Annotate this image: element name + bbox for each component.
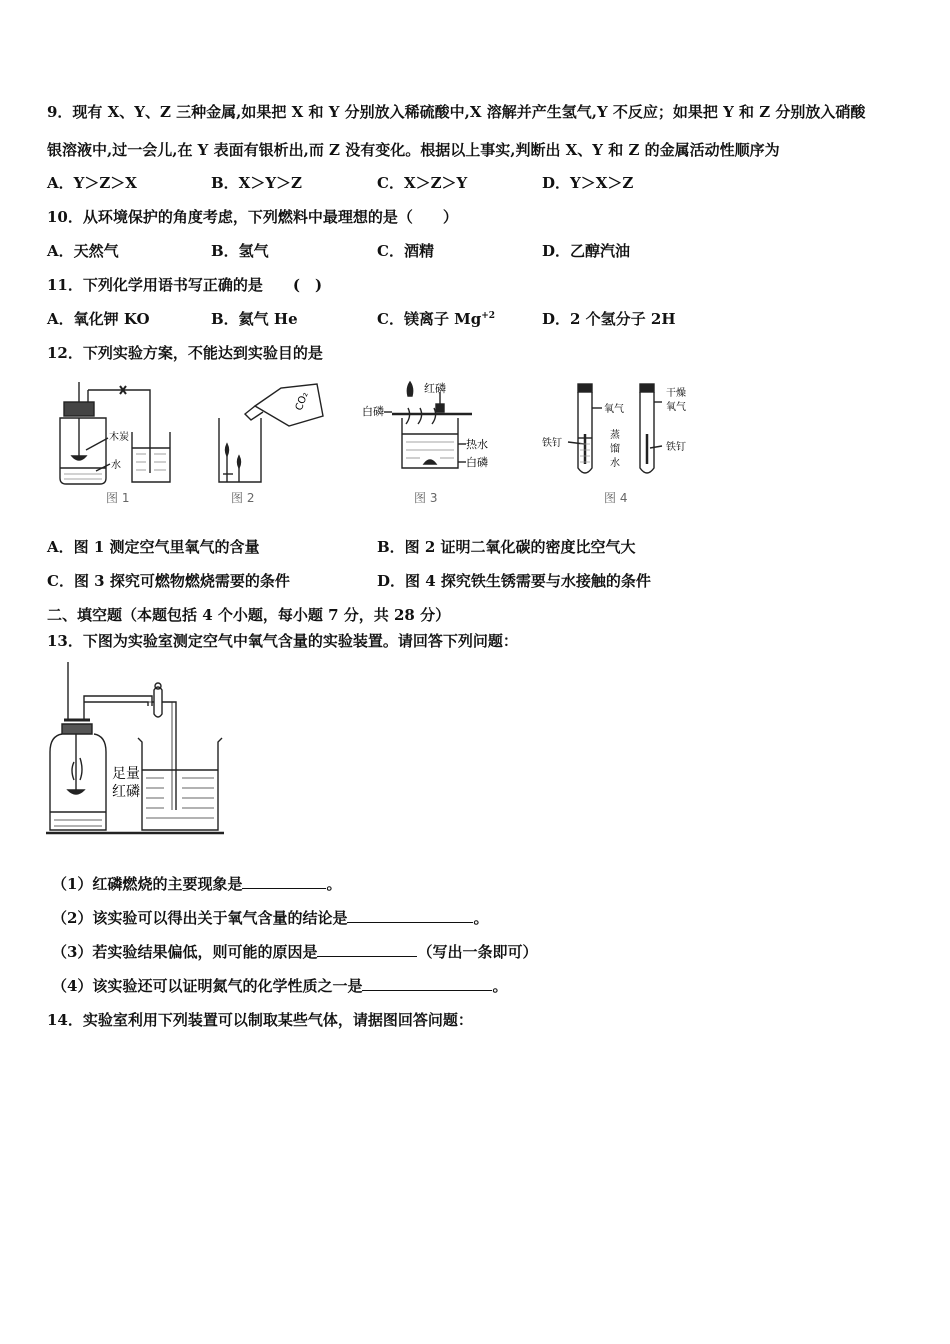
q13-sub1-blank[interactable] xyxy=(242,873,326,889)
q13-sub4-text: （4）该实验还可以证明氮气的化学性质之一是 xyxy=(52,977,363,995)
q10-option-c: C．酒精 xyxy=(377,242,434,260)
q13-sub3-tail: （写出一条即可） xyxy=(417,943,538,961)
fig1-charcoal-label: 木炭 xyxy=(109,432,129,443)
q9-option-a: A．Y＞Z＞X xyxy=(47,174,137,192)
fig3-red-phosphorus-label: 红磷 xyxy=(424,382,446,395)
fig4-caption: 图 4 xyxy=(604,491,628,505)
q11-option-d: D．2 个氢分子 2H xyxy=(542,310,676,328)
fig3-white-phosphorus-bottom-label: 白磷 xyxy=(466,456,488,469)
q10-option-a: A．天然气 xyxy=(47,242,119,260)
q11-option-c-text: C．镁离子 Mg xyxy=(377,310,482,328)
fig3-white-phosphorus-top-label: 白磷 xyxy=(362,405,384,418)
q13-label-red-phosphorus: 红磷 xyxy=(112,784,140,800)
q13-sub2-text: （2）该实验可以得出关于氧气含量的结论是 xyxy=(52,909,348,927)
q13-stem: 13．下图为实验室测定空气中氧气含量的实验装置。请回答下列问题： xyxy=(47,632,518,650)
fig1-caption: 图 1 xyxy=(106,491,130,505)
fig4-distilled-char-1: 蒸 xyxy=(610,430,620,441)
q9-stem-line1: 9．现有 X、Y、Z 三种金属,如果把 X 和 Y 分别放入稀硫酸中,X 溶解并产生氢气,Y 不反应；如果把 Y 和 Z 分别放入硝酸 xyxy=(47,103,866,121)
q14-stem: 14．实验室利用下列装置可以制取某些气体，请据图回答问题： xyxy=(47,1011,473,1029)
q12-option-b: B．图 2 证明二氧化碳的密度比空气大 xyxy=(377,538,636,556)
q11-option-a: A．氧化钾 KO xyxy=(47,310,150,328)
q12-figure-2 xyxy=(205,378,335,508)
q13-sub2-blank[interactable] xyxy=(347,907,473,923)
fig4-distilled-char-2: 馏 xyxy=(610,444,620,455)
fig3-hot-water-label: 热水 xyxy=(466,438,488,451)
fig4-nail-right-label: 铁钉 xyxy=(666,442,686,453)
q12-figure-3 xyxy=(362,378,502,508)
q12-figure-4 xyxy=(538,378,708,508)
q10-stem: 10．从环境保护的角度考虑，下列燃料中最理想的是（ ） xyxy=(47,208,458,226)
q9-option-b: B．X＞Y＞Z xyxy=(211,174,302,192)
q13-sub3-blank[interactable] xyxy=(317,941,417,957)
q11-option-b: B．氦气 He xyxy=(211,310,298,328)
q13-sub4-blank[interactable] xyxy=(362,975,492,991)
fig4-dry-label-2: 氧气 xyxy=(666,402,686,413)
q13-sub4-period: 。 xyxy=(492,977,508,995)
q13-sub1 xyxy=(52,873,341,894)
mg-charge-superscript: +2 xyxy=(481,311,496,321)
q10-option-d: D．乙醇汽油 xyxy=(542,242,631,260)
q13-sub4 xyxy=(52,975,507,996)
fig4-distilled-char-3: 水 xyxy=(610,458,620,469)
q13-label-sufficient: 足量 xyxy=(112,766,140,782)
q12-figure-1 xyxy=(50,378,180,508)
section-2-title: 二、填空题（本题包括 4 个小题，每小题 7 分，共 28 分） xyxy=(47,606,451,624)
fig4-oxygen-label: 氧气 xyxy=(604,404,624,415)
fig2-caption: 图 2 xyxy=(231,491,255,505)
fig4-nail-left-label: 铁钉 xyxy=(542,438,562,449)
q9-stem-line2: 银溶液中,过一会儿,在 Y 表面有银析出,而 Z 没有变化。根据以上事实,判断出 X、Y 和 Z 的金属活动性顺序为 xyxy=(47,141,780,159)
q11-option-c xyxy=(377,309,495,329)
q10-option-b: B．氢气 xyxy=(211,242,269,260)
q13-sub1-text: （1）红磷燃烧的主要现象是 xyxy=(52,875,243,893)
q13-sub2-period: 。 xyxy=(473,909,489,927)
q11-stem: 11．下列化学用语书写正确的是 ( ) xyxy=(47,276,323,294)
fig1-water-label: 水 xyxy=(111,460,121,471)
q13-sub1-period: 。 xyxy=(326,875,342,893)
q12-option-a: A．图 1 测定空气里氧气的含量 xyxy=(47,538,260,556)
q12-option-d: D．图 4 探究铁生锈需要与水接触的条件 xyxy=(377,572,651,590)
fig3-caption: 图 3 xyxy=(414,491,438,505)
fig4-dry-label-1: 干燥 xyxy=(666,388,686,399)
q13-apparatus-figure xyxy=(44,662,229,840)
q12-option-c: C．图 3 探究可燃物燃烧需要的条件 xyxy=(47,572,290,590)
q13-sub2 xyxy=(52,907,488,928)
fig2-bottle-label: CO₂ xyxy=(293,390,311,413)
q9-option-c: C．X＞Z＞Y xyxy=(377,174,468,192)
q13-sub3-text: （3）若实验结果偏低，则可能的原因是 xyxy=(52,943,318,961)
q13-sub3 xyxy=(52,941,537,962)
q9-option-d: D．Y＞X＞Z xyxy=(542,174,634,192)
q12-stem: 12．下列实验方案，不能达到实验目的是 xyxy=(47,344,323,362)
